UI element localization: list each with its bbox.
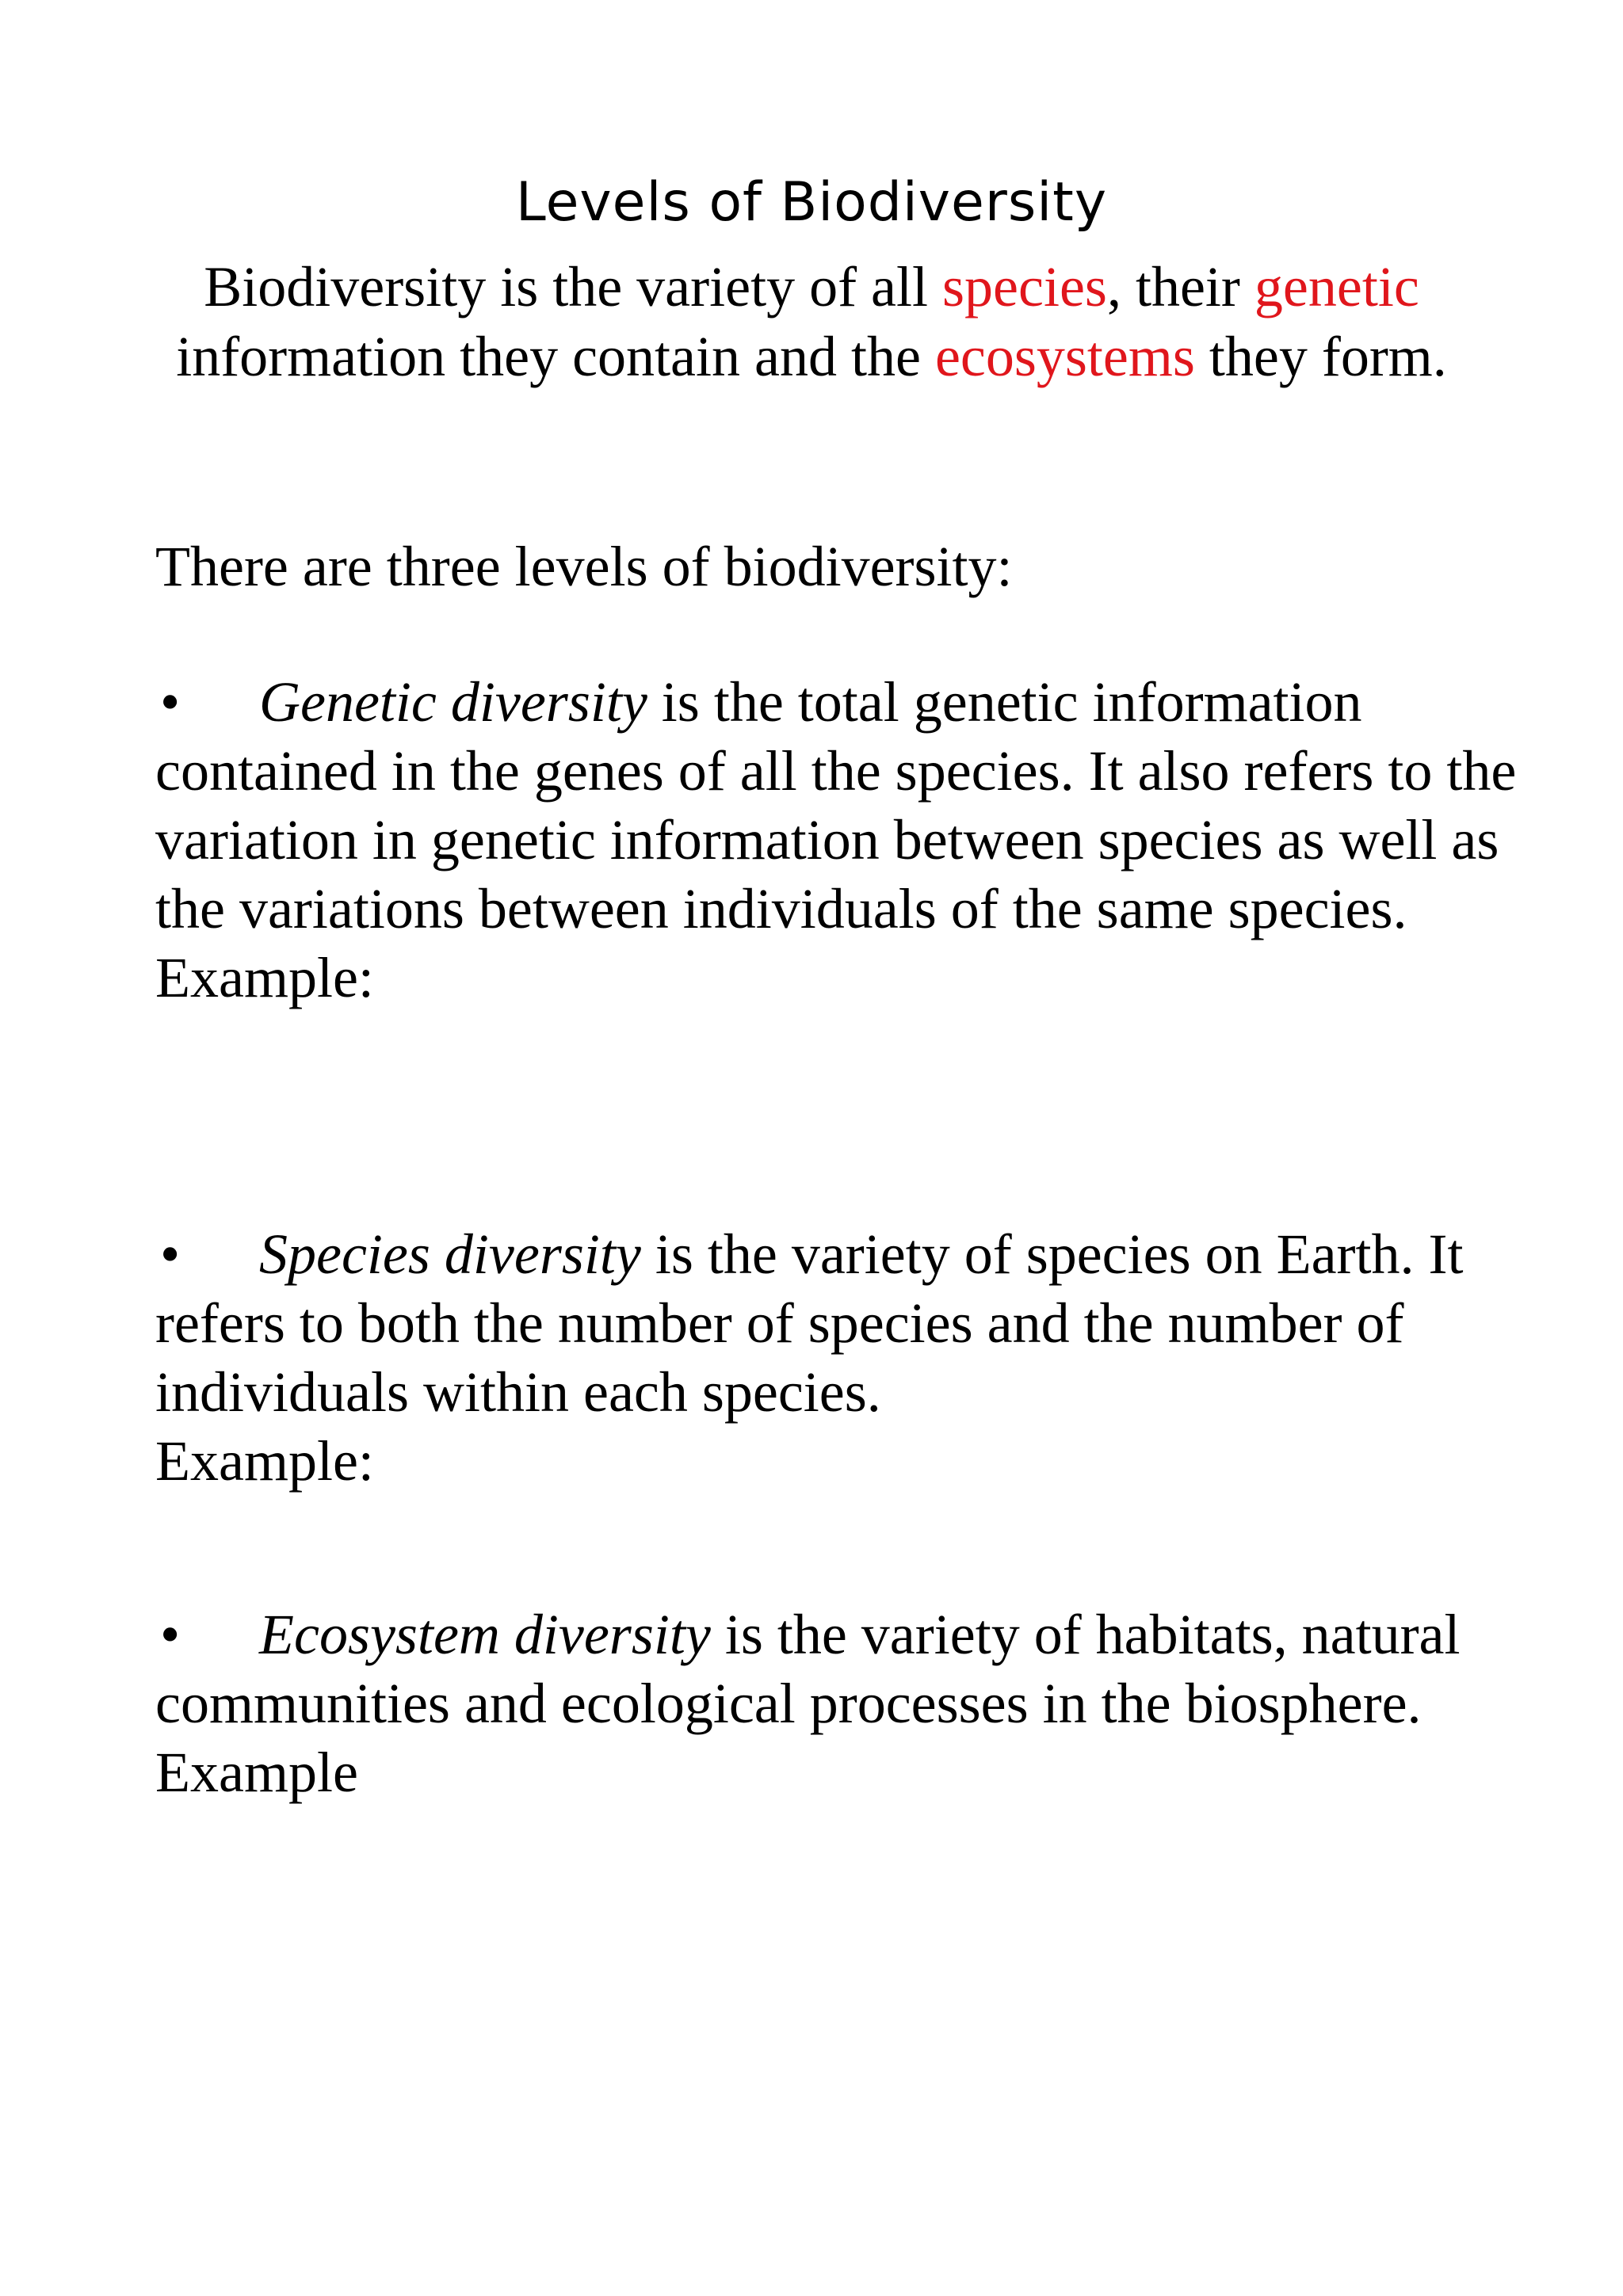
- bullet-icon: •: [160, 1603, 181, 1666]
- intro-text-1: Biodiversity is the variety of all: [204, 255, 943, 318]
- intro-text-4: they form.: [1194, 325, 1447, 388]
- levels-lead-sentence: There are three levels of biodiversity:: [155, 535, 1013, 598]
- highlight-ecosystems: ecosystems: [934, 325, 1195, 388]
- highlight-genetic: genetic: [1254, 255, 1419, 318]
- genetic-diversity-section: [155, 668, 1518, 1013]
- intro-text-2: , their: [1106, 255, 1254, 318]
- intro-text-3: information they contain and the: [176, 325, 935, 388]
- species-diversity-text: is the variety of species on Earth. It refers to both the number of species and the number of individuals within each species.: [155, 1222, 1464, 1424]
- genetic-diversity-term: Genetic diversity: [259, 670, 647, 734]
- species-diversity-section: [155, 1220, 1518, 1496]
- genetic-diversity-text: is the total genetic information contained in the genes of all the species. It also refers to the variation in genetic information between species as well as the variations between individuals of the same species.: [155, 670, 1517, 940]
- ecosystem-diversity-term: Ecosystem diversity: [259, 1603, 711, 1666]
- species-diversity-term: Species diversity: [259, 1222, 641, 1286]
- genetic-example-label: Example:: [155, 946, 374, 1009]
- ecosystem-diversity-section: [155, 1600, 1518, 1807]
- bullet-icon: •: [160, 670, 181, 734]
- ecosystem-example-label: Example: [155, 1741, 358, 1804]
- highlight-species: species: [942, 255, 1107, 318]
- intro-paragraph: [158, 252, 1465, 391]
- species-example-label: Example:: [155, 1429, 374, 1493]
- ecosystem-diversity-text: is the variety of habitats, natural communities and ecological processes in the biosphere.: [155, 1603, 1461, 1735]
- bullet-icon: •: [160, 1222, 181, 1286]
- page-title: Levels of Biodiversity: [515, 171, 1108, 234]
